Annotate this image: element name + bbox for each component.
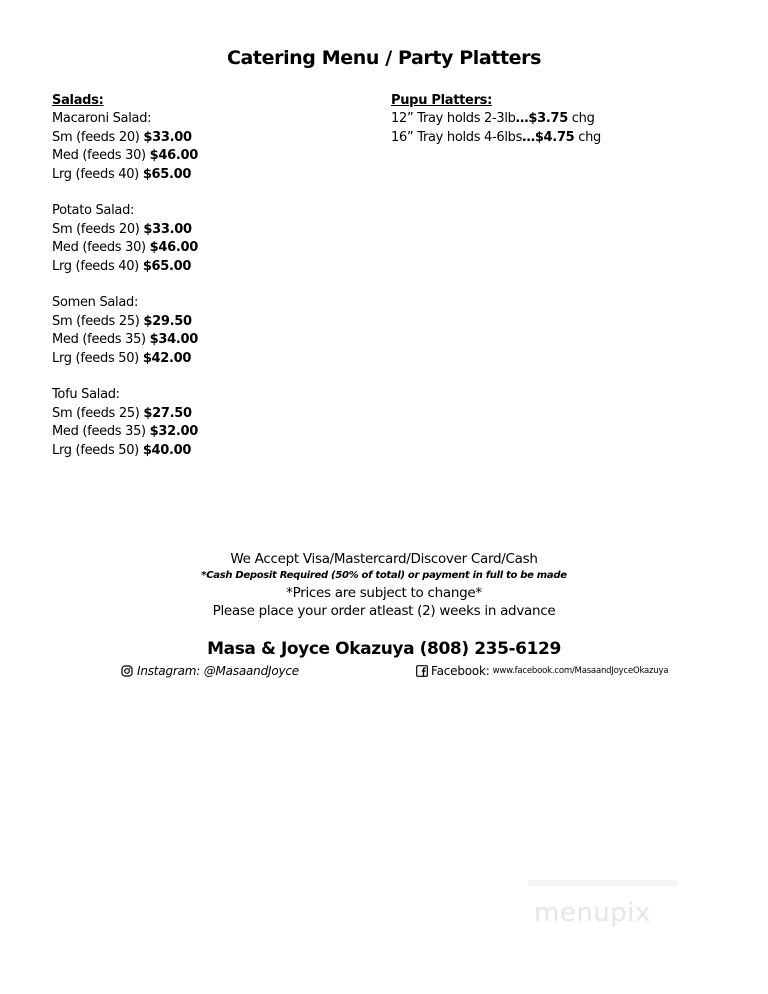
size-price: $46.00 (149, 240, 199, 256)
pupu-suffix: chg (574, 129, 602, 145)
prices-note: *Prices are subject to change* (286, 585, 482, 601)
size-label: Med (feeds 35) (52, 332, 146, 348)
size-row (52, 423, 198, 441)
instagram-link[interactable] (121, 664, 299, 678)
salad-group-tofu (52, 386, 198, 460)
pupu-heading: Pupu Platters: (391, 93, 493, 108)
pupu-label: 16” Tray holds 4-6lbs (391, 129, 523, 145)
pupu-item (391, 129, 601, 147)
salad-name: Tofu Salad: (52, 387, 120, 403)
watermark-bar (528, 880, 678, 886)
facebook-link[interactable] (416, 664, 668, 678)
size-row (52, 442, 198, 460)
facebook-label: Facebook: (431, 664, 490, 678)
size-price: $40.00 (142, 442, 192, 458)
pupu-sep: … (522, 129, 535, 145)
instagram-handle: Instagram: @MasaandJoyce (137, 664, 299, 678)
size-price: $29.50 (143, 313, 192, 329)
size-row (52, 331, 198, 349)
size-price: $33.00 (143, 221, 192, 237)
size-label: Lrg (feeds 50) (52, 350, 139, 366)
page-title: Catering Menu / Party Platters (226, 47, 542, 69)
size-price: $65.00 (142, 166, 192, 182)
salad-group-macaroni (52, 110, 198, 184)
salad-name: Macaroni Salad: (52, 111, 152, 127)
size-price: $65.00 (142, 258, 192, 274)
size-label: Med (feeds 30) (52, 148, 146, 164)
size-price: $34.00 (149, 332, 199, 348)
salad-group-somen (52, 294, 198, 368)
pupu-item (391, 110, 601, 128)
size-label: Lrg (feeds 50) (52, 442, 139, 458)
salad-name: Somen Salad: (52, 295, 139, 311)
size-price: $27.50 (143, 405, 192, 421)
facebook-icon (416, 665, 428, 677)
size-row (52, 258, 198, 276)
pupu-suffix: chg (567, 111, 595, 127)
pupu-price: $4.75 (534, 129, 575, 145)
salad-name: Potato Salad: (52, 203, 135, 219)
size-label: Sm (feeds 20) (52, 221, 140, 237)
size-label: Med (feeds 35) (52, 424, 146, 440)
contact-line: Masa & Joyce Okazuya (808) 235-6129 (207, 639, 561, 659)
size-row (52, 405, 198, 423)
pupu-column (391, 92, 601, 147)
pupu-label: 12” Tray holds 2-3lb (391, 111, 516, 127)
pupu-price: $3.75 (528, 111, 568, 127)
size-label: Sm (feeds 20) (52, 129, 140, 145)
deposit-note: *Cash Deposit Required (50% of total) or payment in full to be made (201, 570, 567, 581)
size-label: Sm (feeds 25) (52, 313, 140, 329)
salad-group-potato (52, 202, 198, 276)
size-row (52, 221, 198, 239)
payment-accept-text: We Accept Visa/Mastercard/Discover Card/Cash (230, 551, 538, 567)
size-label: Lrg (feeds 40) (52, 258, 139, 274)
size-price: $42.00 (142, 350, 192, 366)
salads-column (52, 92, 198, 478)
size-row (52, 166, 198, 184)
instagram-icon (121, 665, 133, 677)
watermark: menupix (534, 898, 651, 928)
size-label: Sm (feeds 25) (52, 405, 140, 421)
salads-heading: Salads: (52, 93, 104, 108)
size-price: $33.00 (143, 129, 192, 145)
size-row (52, 350, 198, 368)
size-row (52, 147, 198, 165)
size-price: $46.00 (149, 148, 199, 164)
size-row (52, 129, 198, 147)
size-row (52, 239, 198, 257)
size-row (52, 313, 198, 331)
size-label: Lrg (feeds 40) (52, 166, 139, 182)
size-price: $32.00 (149, 424, 199, 440)
pupu-sep: … (515, 111, 529, 127)
facebook-url: www.facebook.com/MasaandJoyceOkazuya (492, 666, 669, 676)
order-note: Please place your order atleast (2) weeks in advance (212, 603, 556, 619)
size-label: Med (feeds 30) (52, 240, 146, 256)
